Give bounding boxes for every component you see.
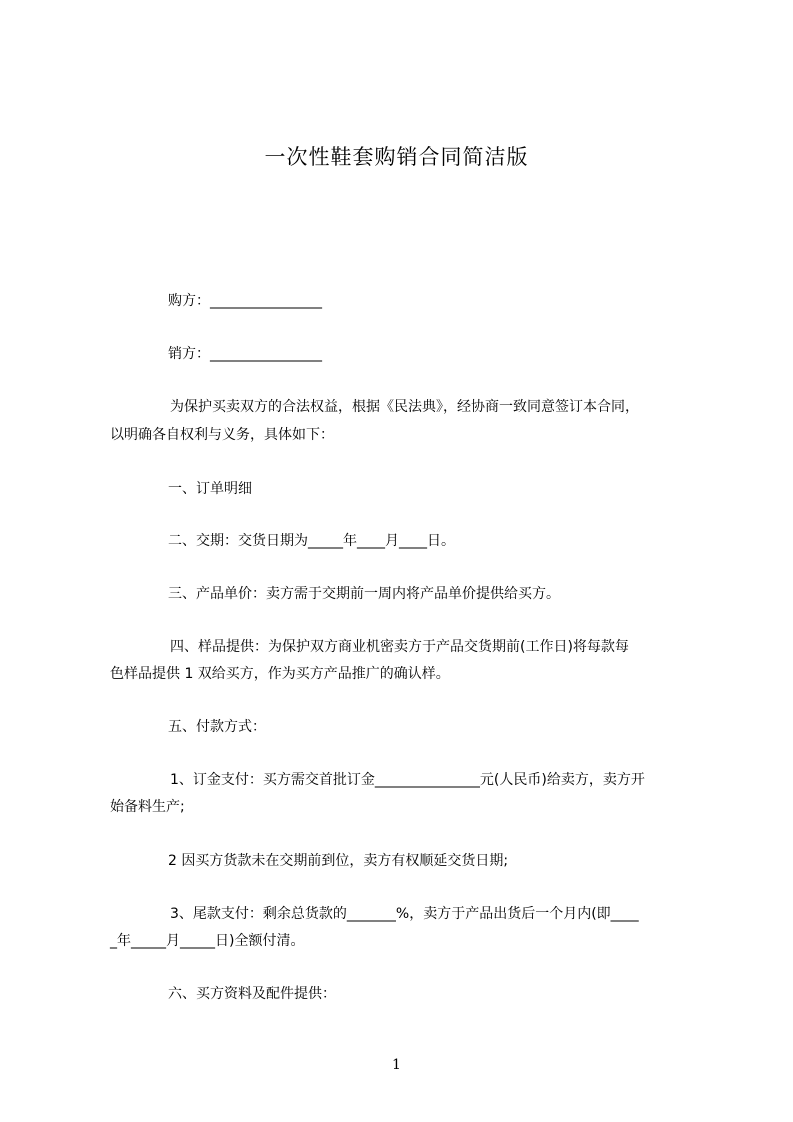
section-samples-line-1: 四、样品提供：为保护双方商业机密卖方于产品交货期前(工作日)将每款每: [170, 639, 629, 655]
section-samples-line-2: 色样品提供 1 双给买方，作为买方产品推广的确认样。: [110, 666, 450, 682]
clause-deposit-line-1: 1、订金支付：买方需交首批订金_______________元(人民币)给卖方，卖方开: [170, 772, 645, 788]
clause-final-payment-line-2: _年_____月_____日)全额付清。: [110, 933, 305, 949]
clause-final-payment-line-1: 3、尾款支付：剩余总货款的_______%，卖方于产品出货后一个月内(即____: [170, 906, 639, 922]
section-delivery-date: 二、交期：交货日期为_____年____月____日。: [168, 533, 455, 549]
document-title: 一次性鞋套购销合同简洁版: [264, 145, 529, 169]
page-number: 1: [392, 1057, 401, 1073]
buyer-line: 购方：________________: [168, 293, 322, 309]
section-payment-method: 五、付款方式：: [168, 719, 266, 735]
clause-deposit-line-2: 始备料生产;: [110, 799, 185, 815]
section-order-details: 一、订单明细: [168, 481, 252, 497]
seller-line: 销方：________________: [168, 346, 322, 362]
section-buyer-materials: 六、买方资料及配件提供：: [168, 986, 336, 1002]
intro-paragraph-line-1: 为保护买卖双方的合法权益，根据《民法典》，经协商一致同意签订本合同，: [170, 399, 639, 415]
section-unit-price: 三、产品单价：卖方需于交期前一周内将产品单价提供给买方。: [168, 586, 560, 602]
intro-paragraph-line-2: 以明确各自权利与义务，具体如下：: [110, 427, 334, 443]
clause-late-payment: 2 因买方货款未在交期前到位，卖方有权顺延交货日期;: [168, 853, 509, 869]
